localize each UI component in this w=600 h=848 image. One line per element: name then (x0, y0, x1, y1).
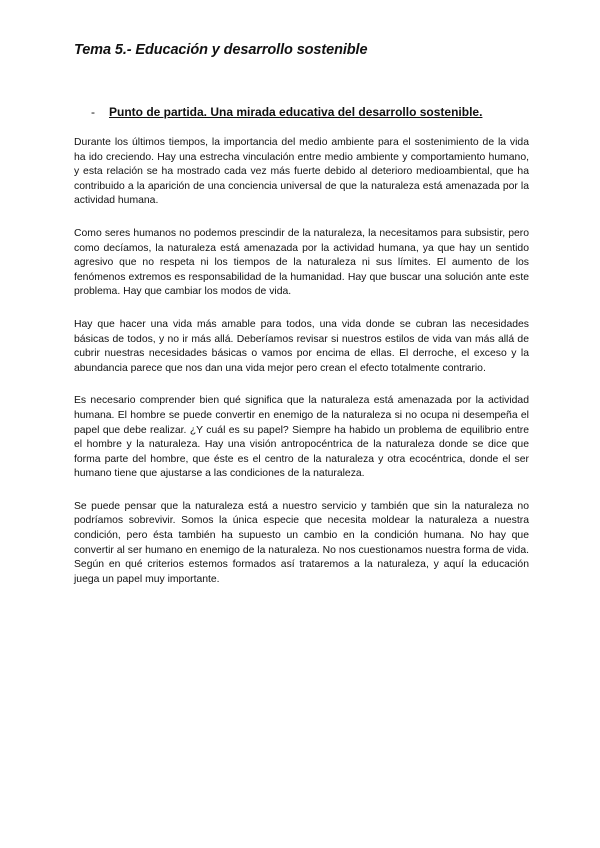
paragraph-4: Es necesario comprender bien qué significa que la naturaleza está amenazada por la actividad humana. El hombre se puede convertir en enemigo de la naturaleza si no ocupa ni desempeña el papel que debe realizar. ¿Y cuál es su papel? Siempre ha habido un problema de equilibrio entre el hombre y la naturaleza. Hay una visión antropocéntrica de la naturaleza donde se dice que forma parte del hombre, que éste es el centro de la naturaleza y otra ecocéntrica, donde el ser humano tiene que ajustarse a las condiciones de la naturaleza. (74, 395, 529, 480)
paragraph-3: Hay que hacer una vida más amable para todos, una vida donde se cubran las necesidades básicas de todos, y no ir más allá. Deberíamos revisar si nuestros estilos de vida van más allá de cubrir nuestras necesidades básicas o vamos por encima de ellas. El derroche, el exceso y la abundancia parece que nos dan una vida mejor pero crean el efecto totalmente contrario. (74, 318, 529, 374)
paragraph-5: Se puede pensar que la naturaleza está a nuestro servicio y también que sin la naturaleza no podríamos sobrevivir. Somos la única especie que necesita moldear la naturaleza a nuestra condición, pero ésta también ha supuesto un cambio en la condición humana. No hay que convertir al ser humano en enemigo de la naturaleza. No nos cuestionamos nuestra forma de vida. Según en qué criterios estemos formados así trataremos a la naturaleza, y aquí la educación juega un papel muy importante. (74, 500, 529, 585)
section-heading-text: Punto de partida. Una mirada educativa del desarrollo sostenible. (109, 105, 483, 119)
section-heading (91, 105, 482, 119)
bullet-marker: - (91, 105, 95, 119)
document-body (74, 136, 529, 605)
document-title: Tema 5.- Educación y desarrollo sostenible (74, 42, 368, 58)
paragraph-1: Durante los últimos tiempos, la importancia del medio ambiente para el sostenimiento de la vida ha ido creciendo. Hay una estrecha vinculación entre medio ambiente y comportamiento humano, y esta relación se ha mostrado cada vez más fuerte debido al deterioro medioambiental, que ha contribuido a la aparición de una conciencia universal de que la naturaleza está amenazada por la actividad humana. (74, 137, 529, 207)
paragraph-2: Como seres humanos no podemos prescindir de la naturaleza, la necesitamos para subsistir, pero como decíamos, la naturaleza está amenazada por la actividad humana, ya que hay un sentido agresivo que no respeta ni los tiempos de la naturaleza ni sus límites. El aumento de los fenómenos extremos es responsabilidad de la humanidad. Hay que buscar una solución ante este problema. Hay que cambiar los modos de vida. (74, 227, 529, 298)
